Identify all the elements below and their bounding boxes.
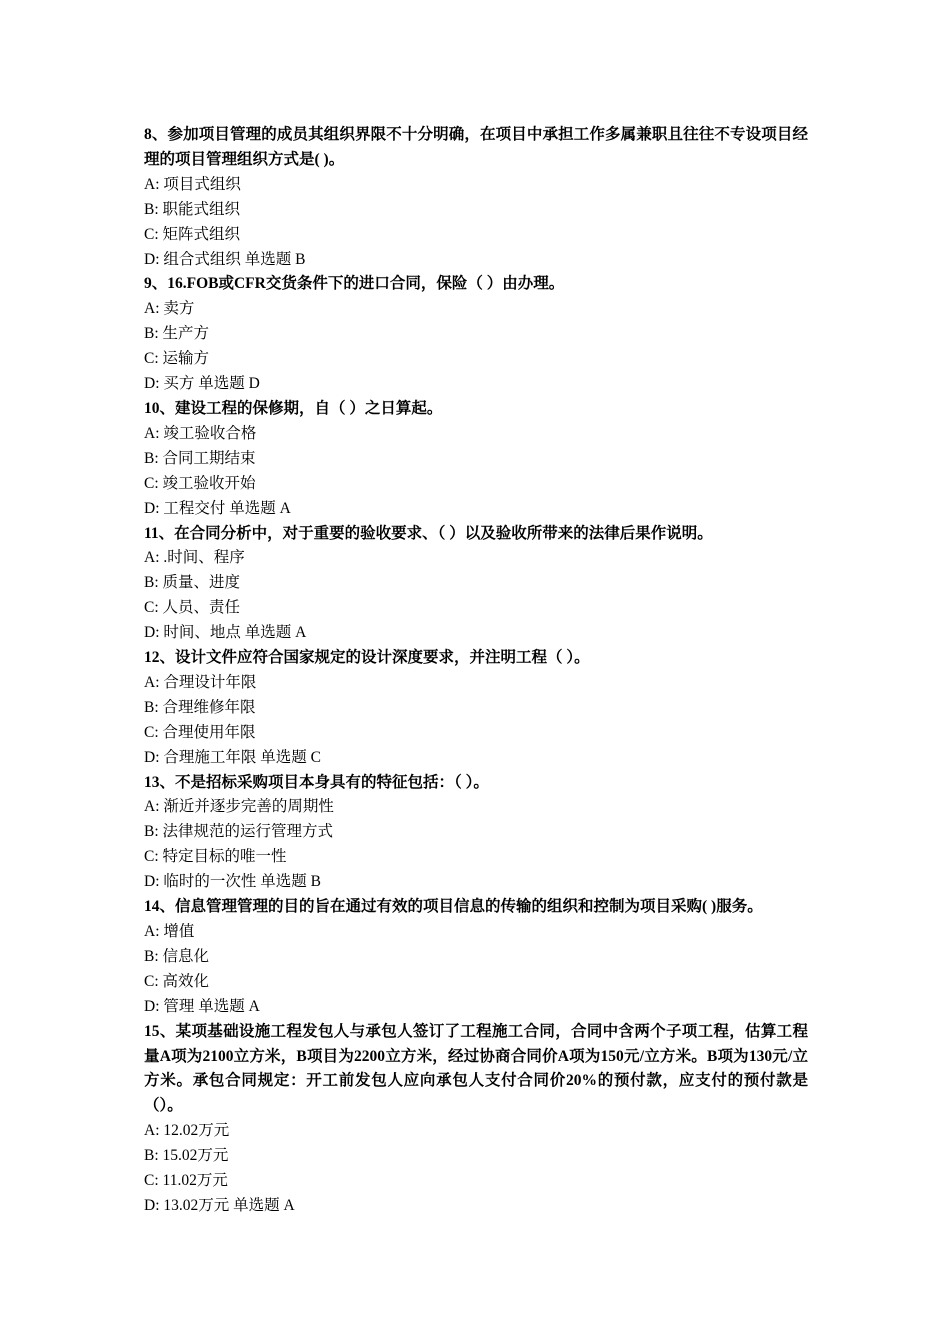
option-a: A: .时间、程序 (144, 549, 245, 567)
option-b: B: 法律规范的运行管理方式 (144, 823, 334, 841)
question-10 (144, 397, 808, 522)
option-a: A: 合理设计年限 (144, 673, 257, 691)
option-c: C: 竣工验收开始 (144, 474, 256, 492)
option-a: A: 12.02万元 (144, 1122, 230, 1140)
option-d: D: 13.02万元 单选题 A (144, 1196, 295, 1214)
option-a: A: 渐近并逐步完善的周期性 (144, 798, 334, 816)
document-page (144, 123, 808, 1219)
option-c: C: 高效化 (144, 972, 210, 990)
question-stem: 8、参加项目管理的成员其组织界限不十分明确，在项目中承担工作多属兼职且往往不专设项目经理的项目管理组织方式是( )。 (144, 126, 808, 168)
option-b: B: 15.02万元 (144, 1147, 229, 1165)
option-b: B: 质量、进度 (144, 574, 241, 592)
option-d: D: 组合式组织 单选题 B (144, 250, 306, 268)
option-c: C: 矩阵式组织 (144, 225, 241, 243)
option-b: B: 生产方 (144, 325, 210, 343)
option-b: B: 信息化 (144, 947, 210, 965)
question-stem: 14、信息管理管理的目的旨在通过有效的项目信息的传输的组织和控制为项目采购( )服务。 (144, 898, 763, 916)
option-c: C: 人员、责任 (144, 599, 241, 617)
option-a: A: 项目式组织 (144, 175, 241, 193)
option-d: D: 临时的一次性 单选题 B (144, 873, 321, 891)
option-d: D: 工程交付 单选题 A (144, 499, 291, 517)
question-stem: 12、设计文件应符合国家规定的设计深度要求，并注明工程（ ）。 (144, 649, 590, 667)
option-b: B: 职能式组织 (144, 200, 241, 218)
question-stem: 11、在合同分析中，对于重要的验收要求、（ ）以及验收所带来的法律后果作说明。 (144, 524, 713, 542)
question-stem: 13、不是招标采购项目本身具有的特征包括：（ ）。 (144, 773, 489, 791)
question-12 (144, 646, 808, 771)
question-stem: 10、建设工程的保修期，自（ ）之日算起。 (144, 399, 443, 417)
option-d: D: 合理施工年限 单选题 C (144, 748, 321, 766)
option-b: B: 合同工期结束 (144, 449, 256, 467)
option-a: A: 卖方 (144, 300, 195, 318)
option-d: D: 管理 单选题 A (144, 997, 260, 1015)
question-15 (144, 1020, 808, 1219)
question-11 (144, 522, 808, 647)
question-9 (144, 272, 808, 397)
question-14 (144, 895, 808, 1020)
option-c: C: 特定目标的唯一性 (144, 848, 287, 866)
question-stem: 15、某项基础设施工程发包人与承包人签订了工程施工合同，合同中含两个子项工程，估算工程量A项为2100立方米，B项目为2200立方米，经过协商合同价A项为150元/立方米。B项为130元/立方米。承包合同规定：开工前发包人应向承包人支付合同价20%的预付款，应支付的预付款是（）。 (144, 1022, 808, 1115)
option-a: A: 增值 (144, 923, 195, 940)
option-c: C: 运输方 (144, 350, 210, 368)
option-d: D: 买方 单选题 D (144, 375, 260, 393)
option-b: B: 合理维修年限 (144, 698, 256, 716)
question-13 (144, 771, 808, 896)
option-c: C: 11.02万元 (144, 1172, 228, 1190)
option-a: A: 竣工验收合格 (144, 424, 257, 442)
question-stem: 9、16.FOB或CFR交货条件下的进口合同，保险（ ）由办理。 (144, 275, 565, 293)
question-8 (144, 123, 808, 272)
option-d: D: 时间、地点 单选题 A (144, 624, 307, 642)
option-c: C: 合理使用年限 (144, 723, 256, 741)
